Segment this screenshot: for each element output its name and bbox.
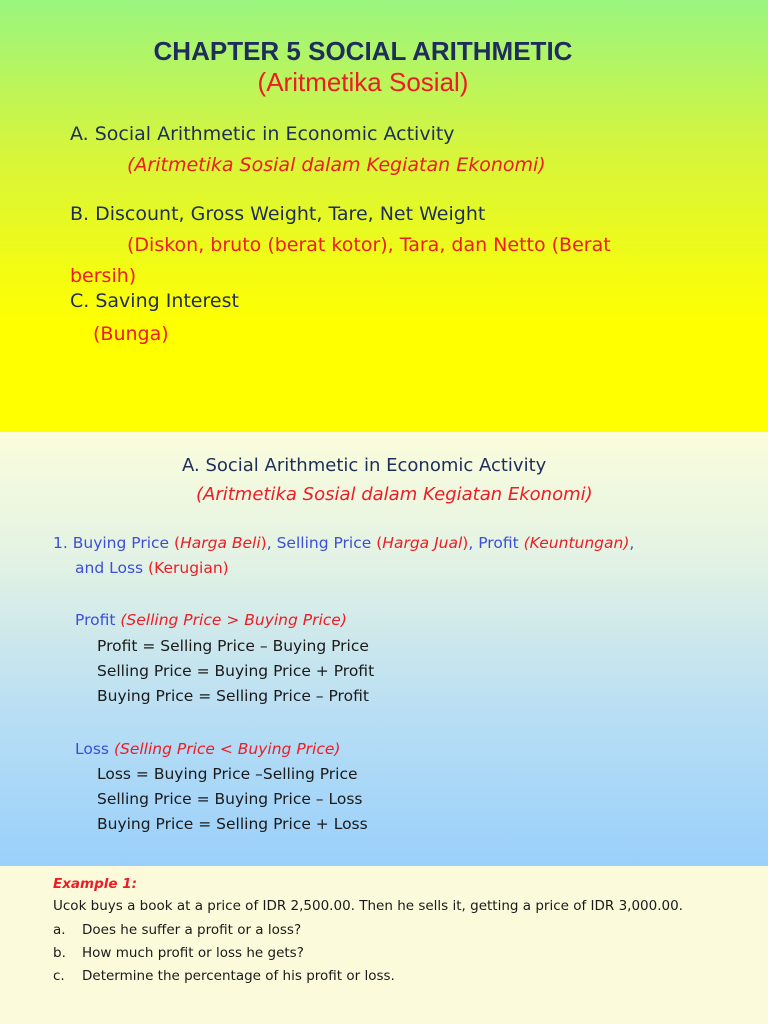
- point-1-line2: [75, 559, 229, 577]
- slide-chapter-overview: [0, 0, 768, 432]
- selling-price-translation: Harga Jual: [382, 534, 463, 552]
- question-b-text: How much profit or loss he gets?: [82, 945, 304, 961]
- question-a-letter: a.: [53, 922, 66, 938]
- slide-example: [0, 866, 768, 1024]
- loss-term: Loss: [109, 559, 144, 577]
- buying-price-term: Buying Price: [72, 534, 170, 552]
- topic-b-translation-line2: bersih): [70, 265, 137, 287]
- loss-condition: (Selling Price < Buying Price): [113, 740, 341, 758]
- loss-formula-3: Buying Price = Selling Price + Loss: [97, 815, 368, 833]
- profit-label: Profit: [75, 611, 116, 629]
- profit-translation: (Keuntungan): [523, 534, 630, 552]
- question-a-text: Does he suffer a profit or a loss?: [82, 922, 302, 938]
- question-c-text: Determine the percentage of his profit or loss.: [82, 968, 395, 984]
- question-b: [53, 945, 304, 961]
- profit-formula-2: Selling Price = Buying Price + Profit: [97, 662, 375, 680]
- profit-condition: (Selling Price > Buying Price): [120, 611, 347, 629]
- chapter-title: CHAPTER 5 SOCIAL ARITHMETIC: [153, 36, 573, 66]
- loss-translation: (Kerugian): [148, 559, 229, 577]
- topic-b-translation-line1: (Diskon, bruto (berat kotor), Tara, dan Netto (Berat: [127, 234, 611, 256]
- topic-b-label: B. Discount, Gross Weight, Tare, Net Weight: [70, 203, 486, 225]
- topic-c-label: C. Saving Interest: [70, 290, 239, 312]
- loss-formula-2: Selling Price = Buying Price – Loss: [97, 790, 363, 808]
- question-a: [53, 922, 301, 938]
- point-1-line1: 1. Buying Price (Harga Beli), Selling Price (Harga Jual), Profit (Keuntungan),: [53, 534, 635, 552]
- question-c: [53, 968, 395, 984]
- section-heading-translation: (Aritmetika Sosial dalam Kegiatan Ekonomi): [196, 484, 593, 505]
- question-b-letter: b.: [53, 945, 66, 961]
- example-problem: Ucok buys a book at a price of IDR 2,500.00. Then he sells it, getting a price of IDR 3,000.00.: [53, 898, 683, 914]
- question-c-letter: c.: [53, 968, 65, 984]
- slide-buying-selling: [0, 432, 768, 866]
- buying-price-translation: Harga Beli: [180, 534, 261, 552]
- and-word: and: [75, 559, 105, 577]
- example-label: Example 1:: [53, 876, 138, 892]
- profit-term: Profit: [478, 534, 519, 552]
- topic-c-translation: (Bunga): [93, 323, 169, 345]
- profit-formula-3: Buying Price = Selling Price – Profit: [97, 687, 369, 705]
- chapter-subtitle: (Aritmetika Sosial): [257, 67, 469, 97]
- topic-a-translation: (Aritmetika Sosial dalam Kegiatan Ekonomi): [127, 154, 546, 176]
- selling-price-term: Selling Price: [276, 534, 372, 552]
- topic-a-label: A. Social Arithmetic in Economic Activity: [70, 123, 455, 145]
- profit-formula-1: Profit = Selling Price – Buying Price: [97, 637, 369, 655]
- loss-label: Loss: [75, 740, 109, 758]
- loss-formula-1: Loss = Buying Price –Selling Price: [97, 765, 358, 783]
- loss-heading: [75, 740, 340, 758]
- section-heading: A. Social Arithmetic in Economic Activity: [182, 455, 547, 476]
- point-number: 1.: [53, 534, 68, 552]
- profit-heading: [75, 611, 347, 629]
